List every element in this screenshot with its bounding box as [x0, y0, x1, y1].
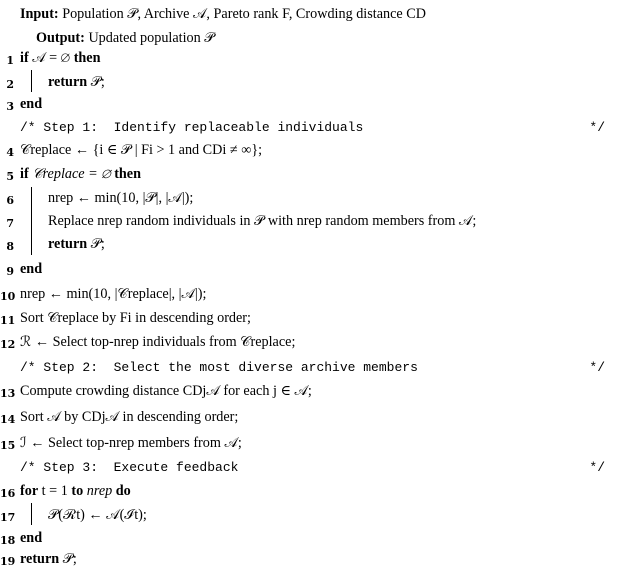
line-code: return 𝒫; — [48, 236, 105, 252]
line-code: return 𝒫; — [20, 551, 77, 567]
line-number: 7 — [6, 217, 14, 230]
line-code: Sort 𝒞replace by Fi in descending order; — [20, 310, 251, 326]
line-number: 10 — [0, 290, 16, 303]
line-number: 17 — [0, 511, 16, 524]
line-code: if 𝒞replace = ∅ then — [20, 166, 141, 182]
line-number: 13 — [0, 387, 16, 400]
algorithm-input — [20, 6, 426, 23]
algo-line-15 — [0, 433, 619, 457]
output-label: Output: — [36, 30, 85, 46]
algo-comment-3: /* Step 3: Execute feedback */ — [20, 460, 605, 475]
algo-line-14 — [0, 407, 619, 431]
algo-line-1 — [0, 48, 619, 72]
algo-line-2 — [0, 72, 619, 96]
line-number: 3 — [6, 100, 14, 113]
algo-line-17 — [0, 505, 619, 529]
line-number: 6 — [6, 194, 14, 207]
algo-line-19 — [0, 549, 619, 573]
line-code: if 𝒜 = ∅ then — [20, 50, 101, 66]
line-code: return 𝒫; — [48, 74, 105, 90]
algo-line-16 — [0, 481, 619, 505]
algo-line-13 — [0, 381, 619, 405]
input-text: Population 𝒫, Archive 𝒜, Pareto rank F, Crowding distance CD — [62, 6, 426, 22]
line-code: for t = 1 to nrep do — [20, 483, 131, 499]
algorithm-output — [36, 30, 215, 47]
line-code: end — [20, 96, 43, 112]
line-number: 9 — [6, 265, 14, 278]
line-code: end — [20, 530, 43, 546]
algo-line-3 — [0, 94, 619, 118]
line-number: 16 — [0, 487, 16, 500]
algo-line-6 — [0, 188, 619, 212]
algo-line-8 — [0, 234, 619, 258]
line-code: nrep ← min(10, |𝒫|, |𝒜|); — [48, 190, 194, 206]
line-code: ℛ ← Select top-nrep individuals from 𝒞replace; — [20, 334, 296, 350]
algo-line-5 — [0, 164, 619, 188]
algo-line-4 — [0, 140, 619, 164]
input-label: Input: — [20, 6, 59, 22]
line-number: 12 — [0, 338, 16, 351]
algo-line-11 — [0, 308, 619, 332]
line-code: Compute crowding distance CDj𝒜 for each j ∈ 𝒜; — [20, 383, 312, 399]
line-code: Replace nrep random individuals in 𝒫 with nrep random members from 𝒜; — [48, 213, 477, 229]
line-number: 4 — [6, 146, 14, 159]
line-number: 11 — [0, 314, 16, 327]
line-number: 1 — [6, 54, 14, 67]
algo-line-10 — [0, 284, 619, 308]
algo-line-9 — [0, 259, 619, 283]
algo-line-12 — [0, 332, 619, 356]
algo-comment-1: /* Step 1: Identify replaceable individuals */ — [20, 120, 605, 135]
block-bar — [31, 70, 32, 92]
line-number: 14 — [0, 413, 16, 426]
output-text: Updated population 𝒫 — [88, 30, 215, 46]
line-number: 5 — [6, 170, 14, 183]
line-number: 15 — [0, 439, 16, 452]
line-code: end — [20, 261, 43, 277]
line-code: 𝒫(ℛt) ← 𝒜(ℐt); — [48, 507, 147, 523]
line-number: 2 — [6, 78, 14, 91]
algo-line-7 — [0, 211, 619, 235]
line-number: 8 — [6, 240, 14, 253]
line-code: 𝒞replace ← {i ∈ 𝒫 | Fi > 1 and CDi ≠ ∞}; — [20, 142, 263, 158]
line-code: Sort 𝒜 by CDj𝒜 in descending order; — [20, 409, 239, 425]
line-code: ℐ ← Select top-nrep members from 𝒜; — [20, 435, 242, 451]
algo-comment-2: /* Step 2: Select the most diverse archive members */ — [20, 360, 605, 375]
line-number: 19 — [0, 555, 16, 568]
line-code: nrep ← min(10, |𝒞replace|, |𝒜|); — [20, 286, 207, 302]
line-number: 18 — [0, 534, 16, 547]
